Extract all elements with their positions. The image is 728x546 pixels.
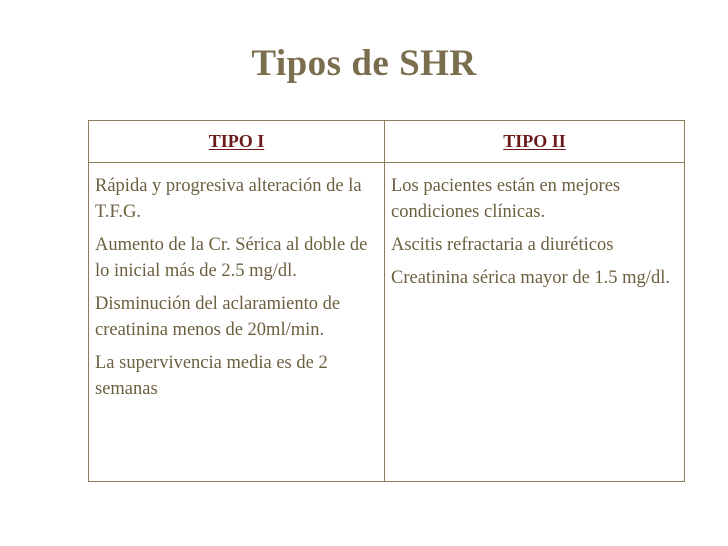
table-body-row [89, 163, 685, 482]
tipo-1-item: La supervivencia media es de 2 semanas [95, 353, 328, 399]
tipo-2-item: Ascitis refractaria a diuréticos [391, 235, 614, 255]
tipo-1-cell [89, 163, 385, 482]
tipo-2-item: Creatinina sérica mayor de 1.5 mg/dl. [391, 268, 670, 288]
header-tipo-2: TIPO II [385, 121, 685, 163]
slide-title: Tipos de SHR [251, 43, 477, 84]
tipo-2-item: Los pacientes están en mejores condiciones clínicas. [391, 176, 621, 222]
header-tipo-1: TIPO I [89, 121, 385, 163]
tipo-1-item: Aumento de la Cr. Sérica al doble de lo inicial más de 2.5 mg/dl. [95, 235, 368, 281]
tipo-2-cell [385, 163, 685, 482]
table-header-row [89, 121, 685, 163]
shr-types-table [88, 120, 685, 482]
tipo-1-item: Disminución del aclaramiento de creatinina menos de 20ml/min. [95, 294, 341, 340]
tipo-1-item: Rápida y progresiva alteración de la T.F.G. [95, 176, 362, 222]
